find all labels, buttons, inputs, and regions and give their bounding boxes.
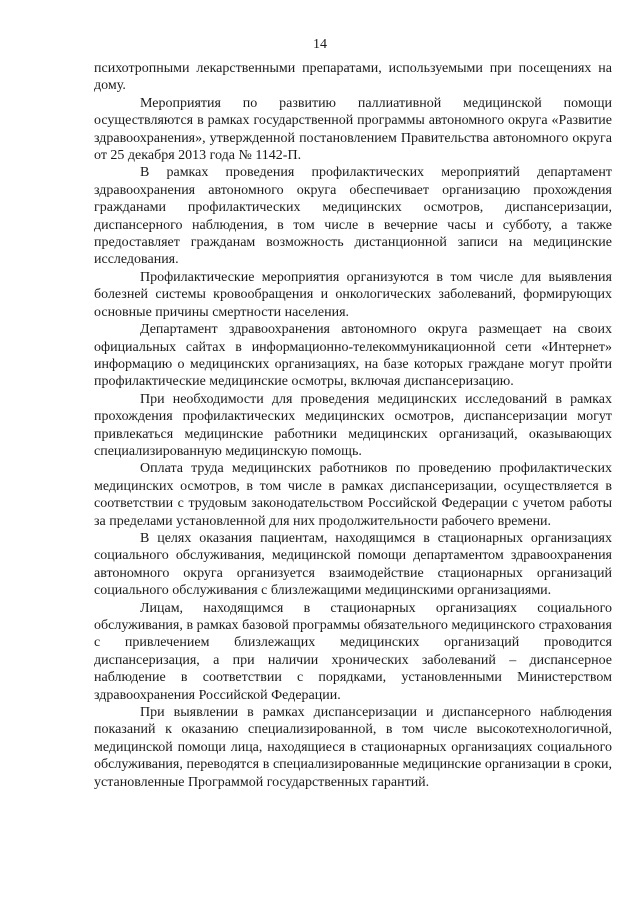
- paragraph-7: Оплата труда медицинских работников по проведению профилактических медицинских осмотров, в том числе в рамках диспансеризации, осуществляется в соответствии с трудовым законодательством Российской Федерации с учетом работы за пределами установленной для них продолжительности рабочего времени.: [94, 461, 612, 529]
- paragraph-1: психотропными лекарственными препаратами, используемыми при посещениях на дому.: [94, 61, 612, 94]
- paragraph-8: В целях оказания пациентам, находящимся в стационарных организациях социального обслуживания, медицинской помощи департаментом здравоохранения автономного округа организуется взаимодействие стационарных организаций социального обслуживания с близлежащими медицинскими организациями.: [94, 530, 612, 599]
- paragraph-3: В рамках проведения профилактических мероприятий департамент здравоохранения автономного округа обеспечивает организацию прохождения гражданами профилактических медицинских осмотров, диспансеризации, диспансерного наблюдения, в том числе в вечерние часы и субботу, а также предоставляет гражданам возможность дистанционной записи на медицинские исследования.: [94, 165, 612, 268]
- paragraph-6: При необходимости для проведения медицинских исследований в рамках прохождения профилактических медицинских осмотров, диспансеризации могут привлекаться медицинские работники медицинских организаций, оказывающих специализированную медицинскую помощь.: [94, 391, 612, 459]
- paragraph-4: Профилактические мероприятия организуются в том числе для выявления болезней системы кровообращения и онкологических заболеваний, формирующих основные причины смертности населения.: [94, 269, 612, 320]
- paragraph-9: Лицам, находящимся в стационарных организациях социального обслуживания, в рамках базовой программы обязательного медицинского страхования с привлечением близлежащих медицинских организаций проводится диспансеризация, а при наличии хронических заболеваний – диспансерное наблюдение в соответствии с порядками, установленными Министерством здравоохранения Российской Федерации.: [94, 600, 612, 703]
- document-body: [94, 60, 612, 791]
- paragraph-5: Департамент здравоохранения автономного округа размещает на своих официальных сайтах в информационно-телекоммуникационной сети «Интернет» информацию о медицинских организациях, на базе которых граждане могут пройти профилактические медицинские осмотры, включая диспансеризацию.: [94, 322, 612, 390]
- paragraph-2: Мероприятия по развитию паллиативной медицинской помощи осуществляются в рамках государственной программы автономного округа «Развитие здравоохранения», утвержденной постановлением Правительства автономного округа от 25 декабря 2013 года № 1142-П.: [94, 95, 612, 164]
- paragraph-10: При выявлении в рамках диспансеризации и диспансерного наблюдения показаний к оказанию специализированной, в том числе высокотехнологичной, медицинской помощи лица, находящиеся в стационарных организациях социального обслуживания, переводятся в специализированные медицинские организации в сроки, установленные Программой государственных гарантий.: [94, 705, 612, 790]
- page-number: 14: [313, 37, 327, 52]
